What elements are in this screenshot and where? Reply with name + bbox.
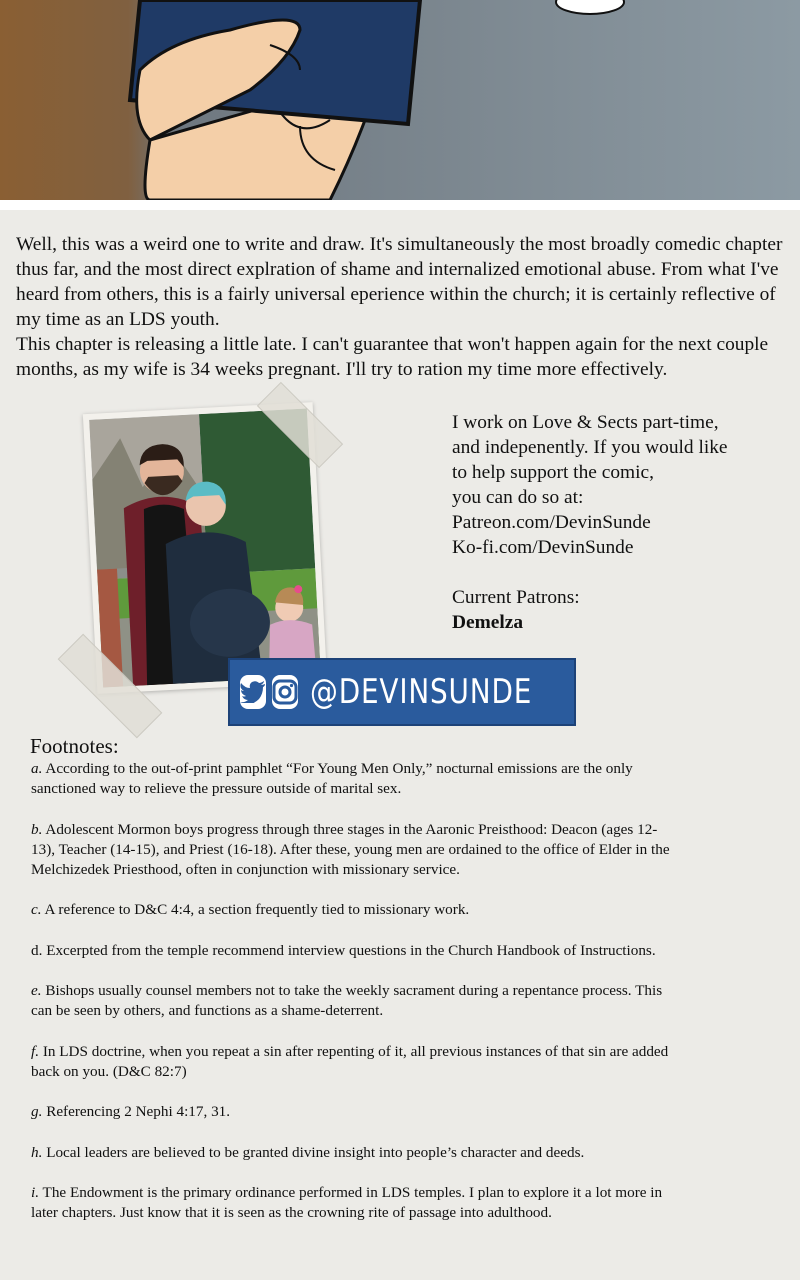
footnote-text: Adolescent Mormon boys progress through three stages in the Aaronic Preisthood: Deacon (ages 12-13), Teacher (14-15), and Priest (16-18). After these, young men are ordained to the office of Elder in the Melchizedek Priesthood, often in conjunction with missionary service. <box>31 820 670 878</box>
footnote-text: The Endowment is the primary ordinance performed in LDS temples. I plan to explore it a lot more in later chapters. Just know that it is seen as the crowning rite of passage into adulthood. <box>31 1184 663 1222</box>
footnote-text: In LDS doctrine, when you repeat a sin after repenting of it, all previous instances of that sin are added back on you. (D&C 82:7) <box>31 1042 669 1080</box>
footnote-item <box>31 1042 681 1082</box>
footnote-text: Local leaders are believed to be granted divine insight into people’s character and deeds. <box>42 1143 585 1161</box>
footnotes-list <box>31 759 681 1244</box>
hand-holding-book-illustration <box>0 0 800 200</box>
footnote-text: According to the out-of-print pamphlet “For Young Men Only,” nocturnal emissions are the only sanctioned way to relieve the pressure outside of marital sex. <box>31 760 633 798</box>
footnote-item <box>31 759 681 799</box>
footnote-item <box>31 820 681 881</box>
patrons-label: Current Patrons: <box>452 587 580 608</box>
author-note-paragraph-2: This chapter is releasing a little late. I can't guarantee that won't happen again for the next couple months, as my wife is 34 weeks pregnant. I'll try to ration my time more effectively. <box>16 334 769 380</box>
footnote-item <box>31 900 681 920</box>
family-photo <box>83 402 327 694</box>
support-line-2: and indepenently. If you would like <box>452 437 728 458</box>
footnote-item <box>31 981 681 1021</box>
footnote-letter: h. <box>31 1143 43 1161</box>
footnote-item <box>31 1102 681 1122</box>
footnote-letter: b. <box>31 820 43 838</box>
panel-divider <box>0 200 800 210</box>
support-line-4: you can do so at: <box>452 487 584 508</box>
instagram-icon[interactable] <box>272 675 298 709</box>
footnotes-title: Footnotes: <box>30 734 119 758</box>
kofi-link[interactable]: Ko-fi.com/DevinSunde <box>452 537 634 558</box>
support-info <box>452 410 792 635</box>
footnote-text: A reference to D&C 4:4, a section frequently tied to missionary work. <box>41 901 470 919</box>
footnote-letter: g. <box>31 1103 43 1121</box>
footnote-text: Referencing 2 Nephi 4:17, 31. <box>42 1103 231 1121</box>
footnote-text: Excerpted from the temple recommend interview questions in the Church Handbook of Instructions. <box>42 941 656 959</box>
patreon-link[interactable]: Patreon.com/DevinSunde <box>452 512 651 533</box>
footnote-letter: e. <box>31 982 42 1000</box>
social-handle[interactable]: @DEVINSUNDE <box>310 672 533 712</box>
support-line-3: to help support the comic, <box>452 462 654 483</box>
footnote-text: Bishops usually counsel members not to take the weekly sacrament during a repentance process. This can be seen by others, and functions as a shame-deterrent. <box>31 982 663 1020</box>
footnote-letter: i. <box>31 1184 40 1202</box>
comic-panel-illustration <box>0 0 800 200</box>
author-note <box>16 232 788 382</box>
author-note-paragraph-1: Well, this was a weird one to write and draw. It's simultaneously the most broadly comedic chapter thus far, and the most direct explration of shame and internalized emotional abuse. From what I've heard from others, this is a fairly universal eperience within the church; it is certainly reflective of my time as an LDS youth. <box>16 234 783 330</box>
footnote-letter: c. <box>31 901 42 919</box>
footnote-item <box>31 1183 681 1223</box>
footnote-item <box>31 941 681 961</box>
footnote-letter: f. <box>31 1042 40 1060</box>
patron-name: Demelza <box>452 612 524 633</box>
social-banner[interactable] <box>228 658 576 726</box>
twitter-icon[interactable] <box>240 675 266 709</box>
footnote-letter: a. <box>31 760 43 777</box>
footnote-letter: d. <box>31 941 43 959</box>
footnote-item <box>31 1143 681 1163</box>
support-line-1: I work on Love & Sects part-time, <box>452 412 719 433</box>
